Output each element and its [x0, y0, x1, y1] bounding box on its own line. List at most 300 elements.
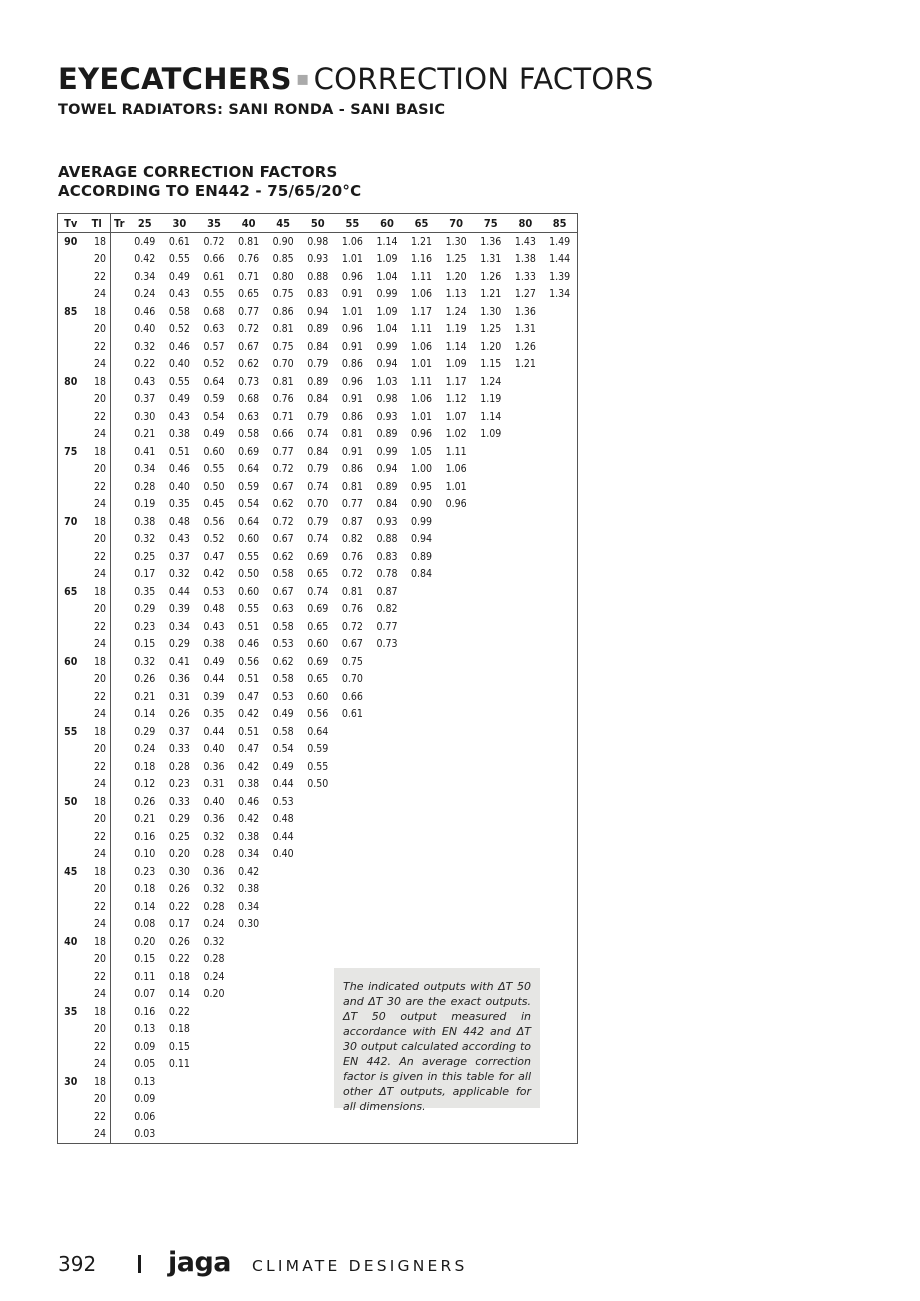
factor-cell [473, 1108, 508, 1126]
factor-cell: 0.09 [134, 1040, 156, 1053]
factor-cell: 0.32 [134, 340, 156, 353]
factor-cell: 0.72 [341, 620, 363, 633]
factor-cell [473, 566, 508, 584]
factor-cell: 0.63 [272, 603, 294, 616]
factor-cell [508, 391, 543, 409]
jaga-logo: jaga [168, 1247, 232, 1278]
factor-cell [473, 933, 508, 951]
tr-cell [111, 268, 128, 286]
factor-cell [335, 881, 370, 899]
factor-cell [543, 566, 578, 584]
factor-cell [473, 478, 508, 496]
tl-cell: 22 [84, 618, 111, 636]
factor-cell: 0.14 [134, 900, 156, 913]
factor-cell: 0.15 [134, 953, 156, 966]
factor-cell: 0.34 [238, 900, 260, 913]
factor-cell: 0.94 [376, 358, 398, 371]
factor-cell: 0.59 [307, 743, 329, 756]
factor-cell [370, 741, 405, 759]
factor-cell [335, 951, 370, 969]
factor-cell [439, 846, 474, 864]
factor-cell [300, 863, 335, 881]
factor-cell [508, 951, 543, 969]
note-box: The indicated outputs with ΔT 50 and ΔT 30 are the exact outputs. ΔT 50 output measured in accordance with EN 442 and ΔT 30 output calculated according to EN 442. An average correction factor is given in this table for all other ΔT outputs, applicable for all dimensions. [334, 968, 540, 1108]
column-header: Tr [111, 214, 128, 233]
tv-cell [58, 286, 84, 304]
factor-cell: 0.75 [272, 340, 294, 353]
factor-cell [404, 583, 439, 601]
tr-cell [111, 1091, 128, 1109]
tl-cell: 24 [84, 776, 111, 794]
tv-cell [58, 478, 84, 496]
factor-cell: 0.03 [134, 1128, 156, 1141]
factor-cell [266, 1126, 301, 1144]
factor-cell [404, 723, 439, 741]
factor-cell: 0.42 [238, 813, 260, 826]
tv-cell: 40 [64, 935, 78, 948]
factor-cell: 0.65 [307, 673, 329, 686]
tv-cell [58, 321, 84, 339]
factor-cell: 0.67 [272, 533, 294, 546]
factor-cell [473, 496, 508, 514]
factor-cell [543, 531, 578, 549]
factor-cell [473, 741, 508, 759]
factor-cell [197, 1126, 232, 1144]
factor-cell [370, 723, 405, 741]
factor-cell [300, 1021, 335, 1039]
factor-cell [439, 741, 474, 759]
factor-cell: 0.65 [307, 620, 329, 633]
factor-cell: 0.83 [307, 288, 329, 301]
factor-cell: 0.63 [203, 323, 225, 336]
tv-cell [58, 356, 84, 374]
factor-cell: 0.34 [134, 270, 156, 283]
factor-cell [543, 776, 578, 794]
factor-cell: 0.74 [307, 533, 329, 546]
factor-cell: 0.73 [238, 375, 260, 388]
factor-cell: 0.89 [376, 428, 398, 441]
factor-cell [508, 373, 543, 391]
factor-cell [370, 863, 405, 881]
factor-cell: 0.43 [168, 533, 190, 546]
tv-cell [58, 1021, 84, 1039]
tr-cell [111, 408, 128, 426]
tv-cell [58, 671, 84, 689]
factor-cell: 0.50 [238, 568, 260, 581]
factor-cell: 0.60 [238, 533, 260, 546]
factor-cell: 0.38 [238, 883, 260, 896]
tl-cell: 24 [84, 356, 111, 374]
factor-cell: 1.33 [514, 270, 536, 283]
tr-cell [111, 758, 128, 776]
factor-cell [370, 793, 405, 811]
factor-cell [404, 758, 439, 776]
factor-cell [508, 688, 543, 706]
factor-cell [439, 566, 474, 584]
tv-cell [58, 636, 84, 654]
factor-cell: 0.77 [238, 305, 260, 318]
factor-cell: 1.06 [411, 288, 433, 301]
factor-cell [300, 986, 335, 1004]
factor-cell [543, 916, 578, 934]
tl-cell: 20 [84, 391, 111, 409]
factor-cell [231, 986, 266, 1004]
factor-cell [508, 671, 543, 689]
tv-cell [58, 338, 84, 356]
factor-cell: 1.09 [376, 253, 398, 266]
factor-cell [473, 706, 508, 724]
tv-cell [58, 496, 84, 514]
factor-cell: 0.74 [307, 480, 329, 493]
tr-cell [111, 618, 128, 636]
tv-cell [58, 251, 84, 269]
factor-cell: 0.77 [341, 498, 363, 511]
factor-cell [266, 1091, 301, 1109]
tl-cell: 24 [84, 846, 111, 864]
factor-cell: 0.96 [341, 270, 363, 283]
factor-cell [543, 881, 578, 899]
tr-cell [111, 951, 128, 969]
factor-cell: 1.06 [411, 393, 433, 406]
factor-cell: 0.77 [376, 620, 398, 633]
factor-cell: 0.32 [203, 830, 225, 843]
factor-cell [300, 881, 335, 899]
factor-cell [370, 828, 405, 846]
factor-cell [543, 1038, 578, 1056]
factor-cell: 0.90 [411, 498, 433, 511]
factor-cell: 0.22 [134, 358, 156, 371]
factor-cell: 1.14 [376, 235, 398, 248]
tl-cell: 20 [84, 321, 111, 339]
factor-cell: 0.82 [341, 533, 363, 546]
factor-cell: 0.20 [203, 988, 225, 1001]
tv-cell [58, 741, 84, 759]
factor-cell: 0.11 [168, 1058, 190, 1071]
factor-cell: 0.48 [203, 603, 225, 616]
factor-cell [266, 933, 301, 951]
factor-cell: 0.66 [341, 690, 363, 703]
factor-cell: 0.58 [272, 725, 294, 738]
factor-cell: 1.09 [445, 358, 467, 371]
factor-cell: 0.55 [203, 463, 225, 476]
factor-cell: 0.73 [376, 638, 398, 651]
factor-cell [231, 1073, 266, 1091]
factor-cell [300, 846, 335, 864]
tv-cell [58, 916, 84, 934]
tl-cell: 20 [84, 741, 111, 759]
tl-cell: 20 [84, 951, 111, 969]
factor-cell: 0.41 [168, 655, 190, 668]
factor-cell: 0.91 [341, 445, 363, 458]
factor-cell: 0.40 [203, 795, 225, 808]
factor-cell [508, 1108, 543, 1126]
factor-cell [543, 933, 578, 951]
factor-cell: 0.41 [134, 445, 156, 458]
factor-cell: 0.23 [168, 778, 190, 791]
factor-cell: 0.86 [272, 305, 294, 318]
tr-cell [111, 1003, 128, 1021]
factor-cell: 0.93 [376, 410, 398, 423]
factor-cell [404, 863, 439, 881]
factor-cell [404, 636, 439, 654]
title-text: CORRECTION FACTORS [313, 62, 654, 96]
factor-cell: 0.79 [307, 358, 329, 371]
factor-cell [473, 898, 508, 916]
factor-cell [543, 1108, 578, 1126]
factor-cell: 1.19 [480, 393, 502, 406]
factor-cell: 0.43 [168, 410, 190, 423]
factor-cell: 0.17 [168, 918, 190, 931]
factor-cell [473, 618, 508, 636]
factor-cell: 0.16 [134, 1005, 156, 1018]
page-title [58, 60, 654, 97]
tl-cell: 18 [84, 303, 111, 321]
factor-cell: 0.77 [272, 445, 294, 458]
factor-cell: 0.49 [203, 655, 225, 668]
tl-cell: 22 [84, 408, 111, 426]
tv-cell [58, 706, 84, 724]
factor-cell [300, 1126, 335, 1144]
factor-cell: 1.44 [549, 253, 571, 266]
factor-cell: 0.50 [307, 778, 329, 791]
table-row [58, 758, 578, 776]
factor-cell [473, 811, 508, 829]
factor-cell: 0.62 [238, 358, 260, 371]
factor-cell: 0.66 [203, 253, 225, 266]
tl-cell: 22 [84, 828, 111, 846]
column-header: 50 [300, 214, 335, 233]
factor-cell [508, 916, 543, 934]
factor-cell: 0.56 [203, 515, 225, 528]
factor-cell: 0.49 [134, 235, 156, 248]
factor-cell: 0.30 [168, 865, 190, 878]
factor-cell [473, 688, 508, 706]
tv-cell [58, 601, 84, 619]
factor-cell: 0.44 [203, 673, 225, 686]
factor-cell: 0.46 [238, 638, 260, 651]
factor-cell: 0.53 [203, 585, 225, 598]
factor-cell [473, 793, 508, 811]
factor-cell: 0.58 [168, 305, 190, 318]
tv-cell [58, 391, 84, 409]
table-row [58, 741, 578, 759]
factor-cell: 0.16 [134, 830, 156, 843]
factor-cell: 0.53 [272, 638, 294, 651]
factor-cell: 1.15 [480, 358, 502, 371]
tv-cell [58, 828, 84, 846]
tv-cell: 30 [64, 1075, 78, 1088]
tl-cell: 20 [84, 461, 111, 479]
factor-cell [370, 1126, 405, 1144]
factor-cell [404, 706, 439, 724]
footer-divider [138, 1255, 141, 1273]
factor-cell: 0.37 [168, 550, 190, 563]
factor-cell [300, 1091, 335, 1109]
tv-cell [58, 986, 84, 1004]
factor-cell [335, 758, 370, 776]
factor-cell [543, 601, 578, 619]
tr-cell [111, 601, 128, 619]
factor-cell [197, 1038, 232, 1056]
factor-cell [404, 741, 439, 759]
factor-cell: 0.87 [341, 515, 363, 528]
tl-cell: 24 [84, 706, 111, 724]
factor-cell: 1.26 [480, 270, 502, 283]
tr-cell [111, 461, 128, 479]
factor-cell [300, 1108, 335, 1126]
tl-cell: 20 [84, 671, 111, 689]
factor-cell [508, 863, 543, 881]
factor-cell [543, 426, 578, 444]
tv-cell [58, 566, 84, 584]
table-row [58, 268, 578, 286]
factor-cell [231, 1021, 266, 1039]
tl-cell: 24 [84, 496, 111, 514]
factor-cell [231, 1056, 266, 1074]
factor-cell: 0.49 [168, 270, 190, 283]
factor-cell: 0.42 [238, 760, 260, 773]
column-header: 75 [473, 214, 508, 233]
factor-cell [473, 863, 508, 881]
factor-cell [543, 1126, 578, 1144]
table-row [58, 653, 578, 671]
factor-cell: 0.51 [238, 725, 260, 738]
factor-cell [543, 373, 578, 391]
tl-cell: 22 [84, 758, 111, 776]
factor-cell [508, 636, 543, 654]
tl-cell: 18 [84, 863, 111, 881]
factor-cell: 0.89 [376, 480, 398, 493]
table-row [58, 496, 578, 514]
factor-cell: 0.18 [168, 1023, 190, 1036]
factor-cell [404, 776, 439, 794]
factor-cell: 0.72 [272, 463, 294, 476]
tr-cell [111, 303, 128, 321]
factor-cell: 0.31 [168, 690, 190, 703]
factor-cell [473, 636, 508, 654]
factor-cell: 0.10 [134, 848, 156, 861]
factor-cell: 0.70 [272, 358, 294, 371]
factor-cell: 0.76 [272, 393, 294, 406]
section-heading [58, 163, 361, 201]
tr-cell [111, 531, 128, 549]
factor-cell: 0.39 [168, 603, 190, 616]
factor-cell: 0.54 [272, 743, 294, 756]
factor-cell: 1.02 [445, 428, 467, 441]
factor-cell: 0.29 [134, 725, 156, 738]
factor-cell: 0.89 [307, 375, 329, 388]
factor-cell [404, 898, 439, 916]
factor-cell: 0.91 [341, 340, 363, 353]
factor-cell [439, 951, 474, 969]
factor-cell [543, 303, 578, 321]
factor-cell: 0.45 [203, 498, 225, 511]
column-header: Tl [84, 214, 111, 233]
factor-cell [370, 933, 405, 951]
factor-cell: 1.01 [411, 410, 433, 423]
factor-cell [439, 916, 474, 934]
factor-cell: 0.51 [238, 620, 260, 633]
factor-cell: 0.13 [134, 1023, 156, 1036]
factor-cell: 0.78 [376, 568, 398, 581]
tv-cell [58, 1108, 84, 1126]
factor-cell [508, 478, 543, 496]
tv-cell: 35 [64, 1005, 78, 1018]
factor-cell [404, 688, 439, 706]
factor-cell: 0.25 [168, 830, 190, 843]
tl-cell: 22 [84, 268, 111, 286]
factor-cell: 0.14 [134, 708, 156, 721]
factor-cell: 0.52 [203, 358, 225, 371]
factor-cell [543, 443, 578, 461]
tv-cell [58, 688, 84, 706]
tl-cell: 22 [84, 1038, 111, 1056]
factor-cell [543, 1073, 578, 1091]
factor-cell: 0.67 [272, 585, 294, 598]
factor-cell [335, 828, 370, 846]
factor-cell [508, 741, 543, 759]
tv-cell [58, 618, 84, 636]
factor-cell [404, 916, 439, 934]
factor-cell: 0.54 [203, 410, 225, 423]
factor-cell: 0.64 [307, 725, 329, 738]
factor-cell: 0.86 [341, 358, 363, 371]
section-heading-line1: AVERAGE CORRECTION FACTORS [58, 163, 338, 181]
column-header: 55 [335, 214, 370, 233]
tl-cell: 24 [84, 1126, 111, 1144]
tl-cell: 20 [84, 881, 111, 899]
factor-cell: 0.20 [134, 935, 156, 948]
factor-cell: 0.58 [238, 428, 260, 441]
factor-cell: 0.32 [134, 655, 156, 668]
factor-cell: 0.46 [168, 340, 190, 353]
factor-cell: 0.15 [134, 638, 156, 651]
factor-cell: 0.34 [134, 463, 156, 476]
factor-cell [508, 426, 543, 444]
factor-cell: 0.62 [272, 498, 294, 511]
factor-cell: 0.60 [203, 445, 225, 458]
factor-cell [439, 863, 474, 881]
factor-cell [439, 688, 474, 706]
factor-cell: 0.12 [134, 778, 156, 791]
tl-cell: 18 [84, 373, 111, 391]
tl-cell: 20 [84, 601, 111, 619]
factor-cell: 0.29 [168, 813, 190, 826]
factor-cell: 0.74 [307, 585, 329, 598]
factor-cell [439, 618, 474, 636]
factor-cell: 0.59 [203, 393, 225, 406]
factor-cell [439, 513, 474, 531]
factor-cell: 0.58 [272, 568, 294, 581]
factor-cell [508, 898, 543, 916]
factor-cell [162, 1108, 197, 1126]
factor-cell [473, 828, 508, 846]
column-header: 45 [266, 214, 301, 233]
tl-cell: 22 [84, 688, 111, 706]
factor-cell: 0.61 [203, 270, 225, 283]
factor-cell [508, 723, 543, 741]
factor-cell: 0.05 [134, 1058, 156, 1071]
factor-cell [543, 1003, 578, 1021]
tv-cell [58, 898, 84, 916]
tl-cell: 22 [84, 548, 111, 566]
table-row [58, 898, 578, 916]
factor-cell [404, 951, 439, 969]
factor-cell: 0.90 [272, 235, 294, 248]
factor-cell [508, 566, 543, 584]
factor-cell: 0.44 [272, 830, 294, 843]
tr-cell [111, 933, 128, 951]
